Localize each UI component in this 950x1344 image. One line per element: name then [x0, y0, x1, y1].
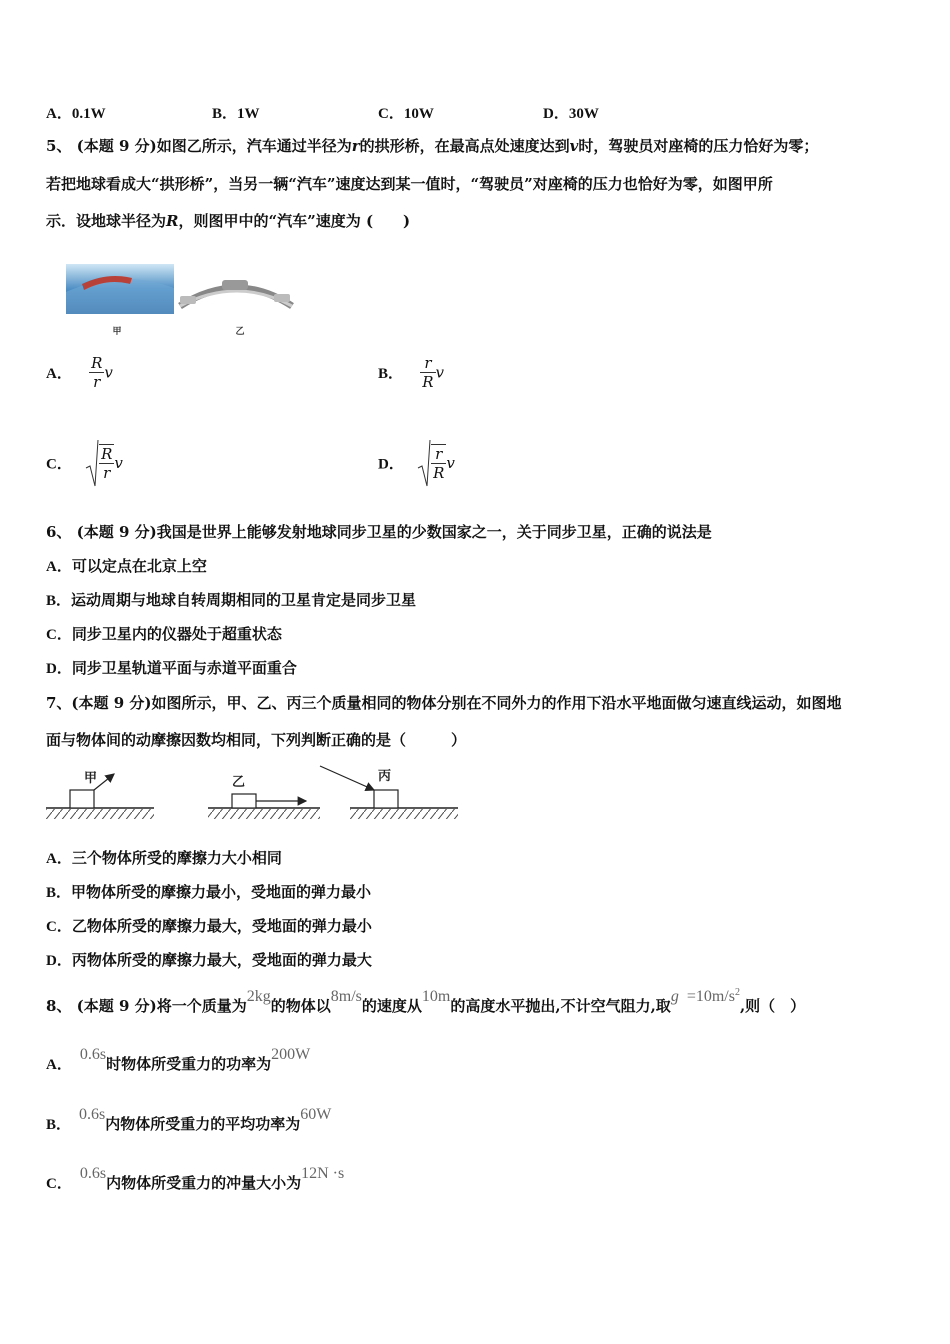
q7-stem-line2: 面与物体间的动摩擦因数均相同，下列判断正确的是（ ） — [46, 731, 467, 749]
block-yi-group — [208, 775, 320, 819]
q7-stem-line1: 7、(本题 9 分)如图所示，甲、乙、丙三个质量相同的物体分别在不同外力的作用下沿水平地面做匀速直线运动，如图地 — [46, 694, 842, 712]
q7-option-d: D．丙物体所受的摩擦力最大，受地面的弹力最大 — [46, 951, 372, 969]
sqrt-sign-icon — [85, 438, 99, 488]
fig-label-yi: 乙 — [235, 327, 245, 337]
q5-figure — [62, 262, 302, 340]
q4-option-b: B．1W — [212, 106, 260, 122]
block-jia — [70, 790, 94, 808]
q4-option-d: D．30W — [543, 106, 599, 122]
q8-option-a: A．0.6s时物体所受重力的功率为200W — [46, 1046, 311, 1073]
label-yi: 乙 — [232, 775, 246, 790]
q8-stem: 8、 (本题 9 分)将一个质量为2kg的物体以8m/s的速度从10m的高度水平抛出,不计空气阻力,取$g =10m/s^2$,则（ ） — [46, 987, 806, 1015]
q6-option-c: C．同步卫星内的仪器处于超重状态 — [46, 625, 282, 643]
q7-option-a: A．三个物体所受的摩擦力大小相同 — [46, 849, 282, 867]
block-bing — [374, 790, 398, 808]
label-bing: 丙 — [378, 769, 392, 784]
q4-option-a: A．0.1W — [46, 106, 106, 122]
q6-stem: 6、 (本题 9 分)我国是世界上能够发射地球同步卫星的少数国家之一，关于同步卫星，正确的说法是 — [46, 523, 712, 541]
q7-figure — [44, 762, 460, 824]
block-jia-group — [46, 771, 154, 819]
q8-option-b: B．0.6s内物体所受重力的平均功率为60W — [46, 1106, 332, 1133]
q6-option-d: D．同步卫星轨道平面与赤道平面重合 — [46, 659, 297, 677]
q5-option-c: C． $\frac{R}{r}$ v — [46, 438, 123, 488]
q5-stem-line3: 示．设地球半径为R，则图甲中的“汽车”速度为 ( ) — [46, 212, 411, 230]
q7-option-b: B．甲物体所受的摩擦力最小，受地面的弹力最小 — [46, 883, 372, 901]
q5-option-d: D． $\frac{r}{R}$ v — [378, 438, 455, 488]
car-on-bridge-icon — [222, 280, 248, 290]
label-jia: 甲 — [84, 771, 98, 786]
q5-stem-line1: 5、 (本题 9 分)如图乙所示，汽车通过半径为r的拱形桥，在最高点处速度达到v时，驾驶员对座椅的压力恰好为零； — [46, 137, 819, 155]
fig-label-jia: 甲 — [112, 327, 122, 337]
block-bing-group — [320, 766, 458, 819]
force-arrow-bing — [320, 766, 374, 790]
q5-option-a: A． $\frac{R}{r}$ v — [46, 354, 113, 391]
q6-option-b: B．运动周期与地球自转周期相同的卫星肯定是同步卫星 — [46, 591, 417, 609]
q8-option-c: C．0.6s内物体所受重力的冲量大小为12N ·s — [46, 1165, 345, 1192]
q4-option-c: C．10W — [378, 106, 434, 122]
sqrt-sign-icon — [417, 438, 431, 488]
q5-stem-line2: 若把地球看成大“拱形桥”，当另一辆“汽车”速度达到某一值时，“驾驶员”对座椅的压力也恰好为零，如图甲所 — [46, 175, 773, 193]
q6-option-a: A．可以定点在北京上空 — [46, 557, 207, 575]
block-yi — [232, 794, 256, 808]
q5-option-b: B． $\frac{r}{R}$ v — [378, 354, 445, 391]
q7-option-c: C．乙物体所受的摩擦力最大，受地面的弹力最小 — [46, 917, 372, 935]
